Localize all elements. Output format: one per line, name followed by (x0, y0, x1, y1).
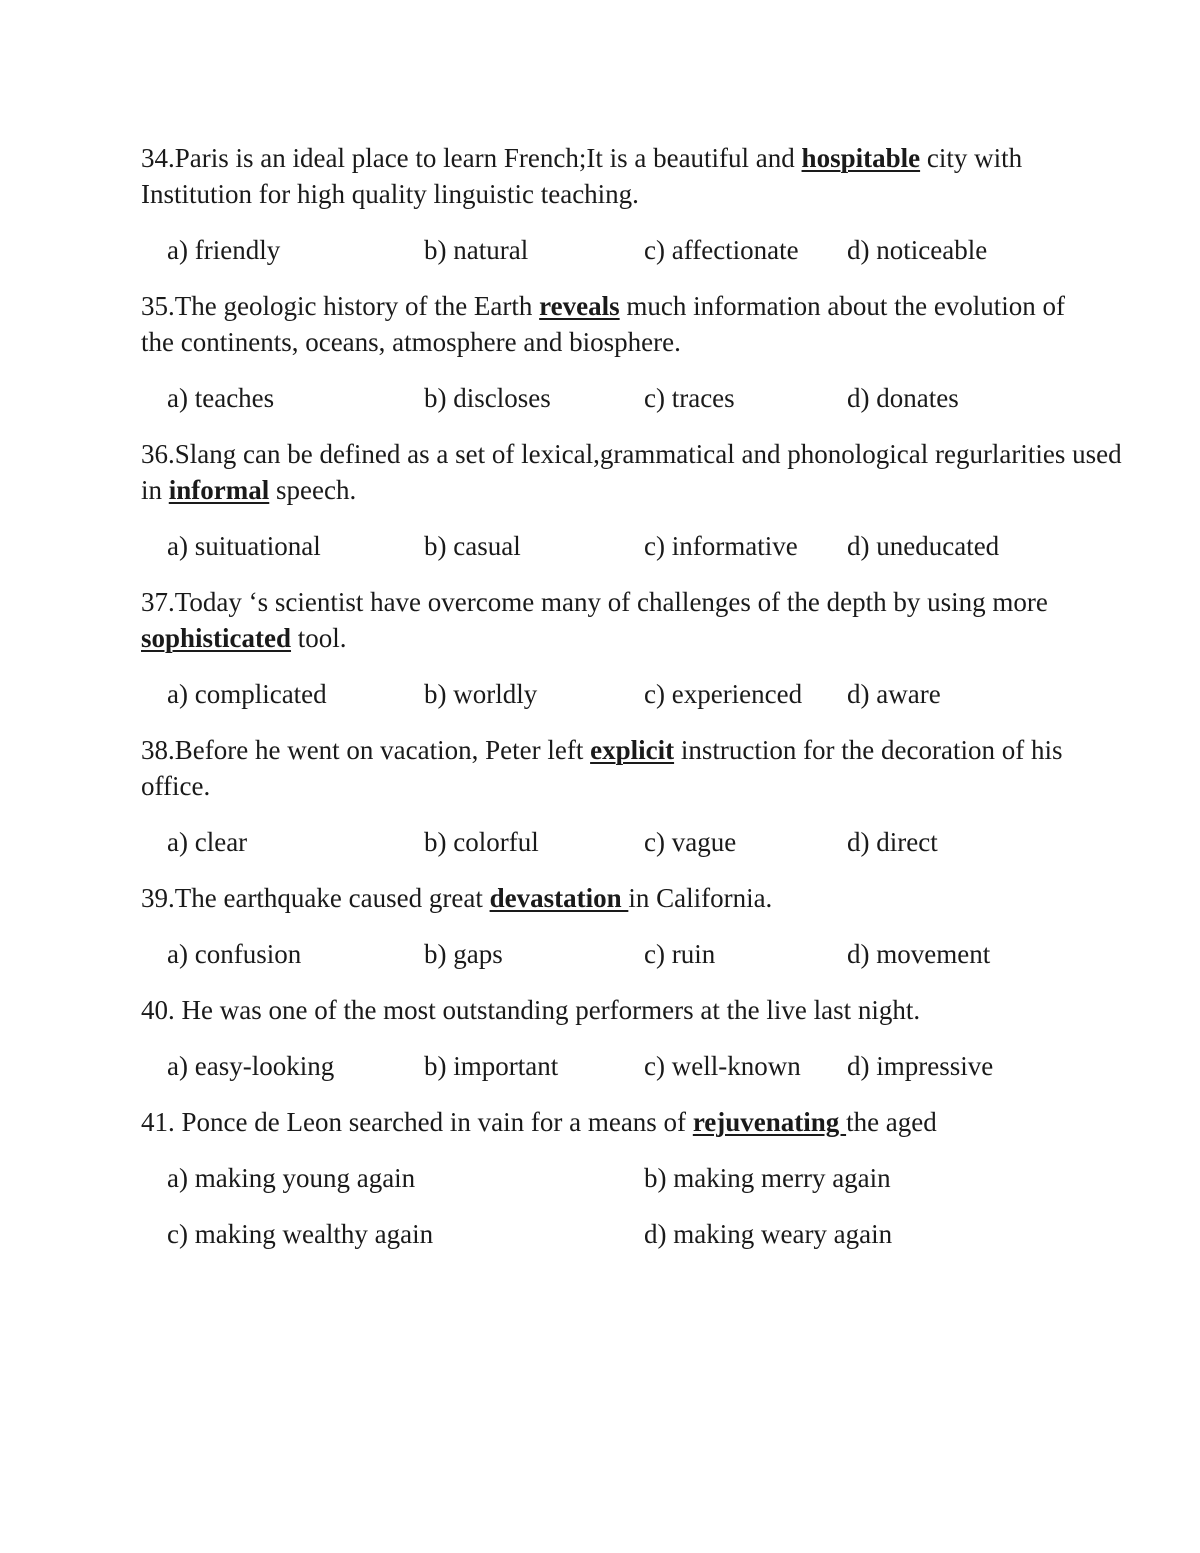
option-a: a) making young again (167, 1163, 416, 1193)
question-text: the aged (846, 1107, 937, 1137)
option-d: d) direct (847, 827, 938, 857)
option-d: d) impressive (847, 1051, 994, 1081)
question-text: 37.Today ‘s scientist have overcome many of challenges of the depth by using more (141, 587, 1048, 617)
option-a: a) confusion (167, 939, 302, 969)
question-text: 41. Ponce de Leon searched in vain for a means of (141, 1107, 693, 1137)
option-b: b) making merry again (644, 1163, 891, 1193)
option-d: d) uneducated (847, 531, 1000, 561)
option-d: d) making weary again (644, 1219, 893, 1249)
question-34 (141, 140, 1101, 212)
option-a: a) teaches (167, 383, 275, 413)
question-keyword: rejuvenating (692, 1107, 847, 1137)
option-a: a) friendly (167, 235, 281, 265)
question-text: in California. (628, 883, 773, 913)
option-b: b) worldly (424, 679, 538, 709)
question-keyword: explicit (590, 735, 675, 765)
question-text: speech. (269, 475, 357, 505)
option-b: b) discloses (424, 383, 551, 413)
question-38 (141, 732, 1101, 804)
option-b: b) natural (424, 235, 529, 265)
question-text: tool. (291, 623, 347, 653)
option-c: c) traces (644, 383, 735, 413)
question-text: 35.The geologic history of the Earth (141, 291, 540, 321)
question-keyword: devastation (489, 883, 629, 913)
question-36 (141, 436, 1131, 508)
question-text: much information about the evolution of the continents, oceans, atmosphere and biosphere. (141, 291, 1066, 357)
question-35 (141, 288, 1101, 360)
option-d: d) noticeable (847, 235, 988, 265)
option-d: d) aware (847, 679, 941, 709)
question-text: 38.Before he went on vacation, Peter left (141, 735, 591, 765)
option-a: a) complicated (167, 679, 327, 709)
option-c: c) experienced (644, 679, 803, 709)
question-41 (141, 1104, 1101, 1140)
question-keyword: hospitable (801, 143, 921, 173)
option-c: c) well-known (644, 1051, 801, 1081)
option-d: d) donates (847, 383, 959, 413)
question-keyword: informal (168, 475, 270, 505)
question-text: city with Institution for high quality linguistic teaching. (141, 143, 1023, 209)
option-a: a) clear (167, 827, 248, 857)
option-a: a) easy-looking (167, 1051, 335, 1081)
option-c: c) making wealthy again (167, 1219, 434, 1249)
question-text: instruction for the decoration of his office. (141, 735, 1063, 801)
question-keyword: reveals (539, 291, 620, 321)
question-keyword: sophisticated (141, 623, 292, 653)
option-b: b) colorful (424, 827, 539, 857)
question-text: 34.Paris is an ideal place to learn French;It is a beautiful and (141, 143, 802, 173)
question-text: 40. He was one of the most outstanding performers at the live last night. (141, 995, 921, 1025)
option-c: c) affectionate (644, 235, 799, 265)
question-text: 39.The earthquake caused great (141, 883, 490, 913)
option-b: b) important (424, 1051, 559, 1081)
question-37 (141, 584, 1101, 656)
option-c: c) ruin (644, 939, 716, 969)
option-a: a) suituational (167, 531, 321, 561)
option-c: c) informative (644, 531, 798, 561)
question-text: 36.Slang can be defined as a set of lexical,grammatical and phonological regurlarities used in (141, 439, 1122, 505)
option-d: d) movement (847, 939, 991, 969)
option-b: b) casual (424, 531, 521, 561)
option-c: c) vague (644, 827, 737, 857)
question-40 (141, 992, 1101, 1028)
question-39 (141, 880, 1101, 916)
option-b: b) gaps (424, 939, 503, 969)
